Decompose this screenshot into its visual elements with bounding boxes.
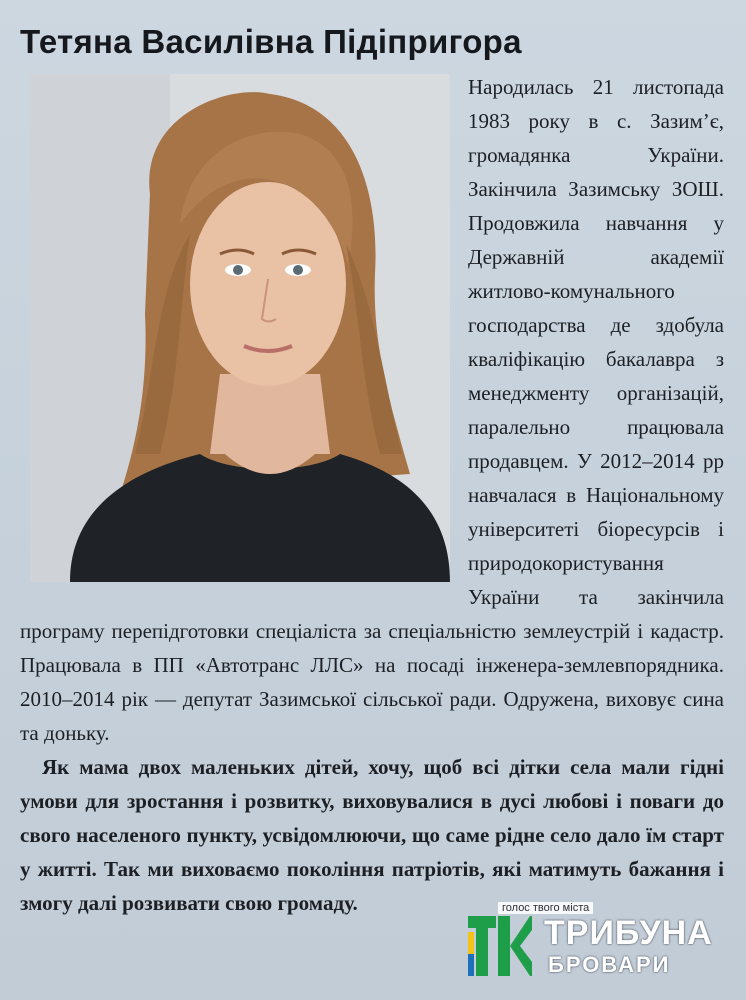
logo-city: БРОВАРИ: [548, 952, 671, 977]
portrait-photo: [30, 74, 450, 582]
biography-text: Народилась 21 листопада 1983 року в с. Зазим’є, громадянка України. Закінчила Зазимську ЗОШ. Продовжила навчання у Державній академії житлово-комунального господарства де здобула кваліфікацію бакалавра з менеджменту організацій, паралельно працювала продавцем. У 2012–2014 рр навчалася в Національному університеті біоресурсів і природокористування України та закінчила програму перепідготовки спеціаліста за спеціальністю землеустрій і кадастр. Працювала в ПП «Автотранс ЛЛС» на посаді інженера-землевпорядника. 2010–2014 рік — депутат Зазимської сільської ради. Одружена, виховує сина та доньку.: [20, 75, 724, 745]
logo-tagline: голос твого міста: [498, 902, 593, 914]
candidate-statement: Як мама двох маленьких дітей, хочу, щоб всі дітки села мали гідні умови для зростання і розвитку, виховувалися в дусі любові і поваги до свого населеного пункту, усвідомлюючи, що саме рідне село дало їм старт у житті. Так ми виховаємо покоління патріотів, які матимуть бажання і змогу далі розвивати свою громаду.: [20, 755, 724, 915]
newspaper-logo: [468, 902, 736, 978]
logo-name: ТРИБУНА: [544, 914, 713, 952]
tribuna-logo-icon: [468, 916, 532, 976]
article-title: Тетяна Василівна Підіпригора: [20, 23, 522, 60]
article-body: [20, 70, 724, 920]
